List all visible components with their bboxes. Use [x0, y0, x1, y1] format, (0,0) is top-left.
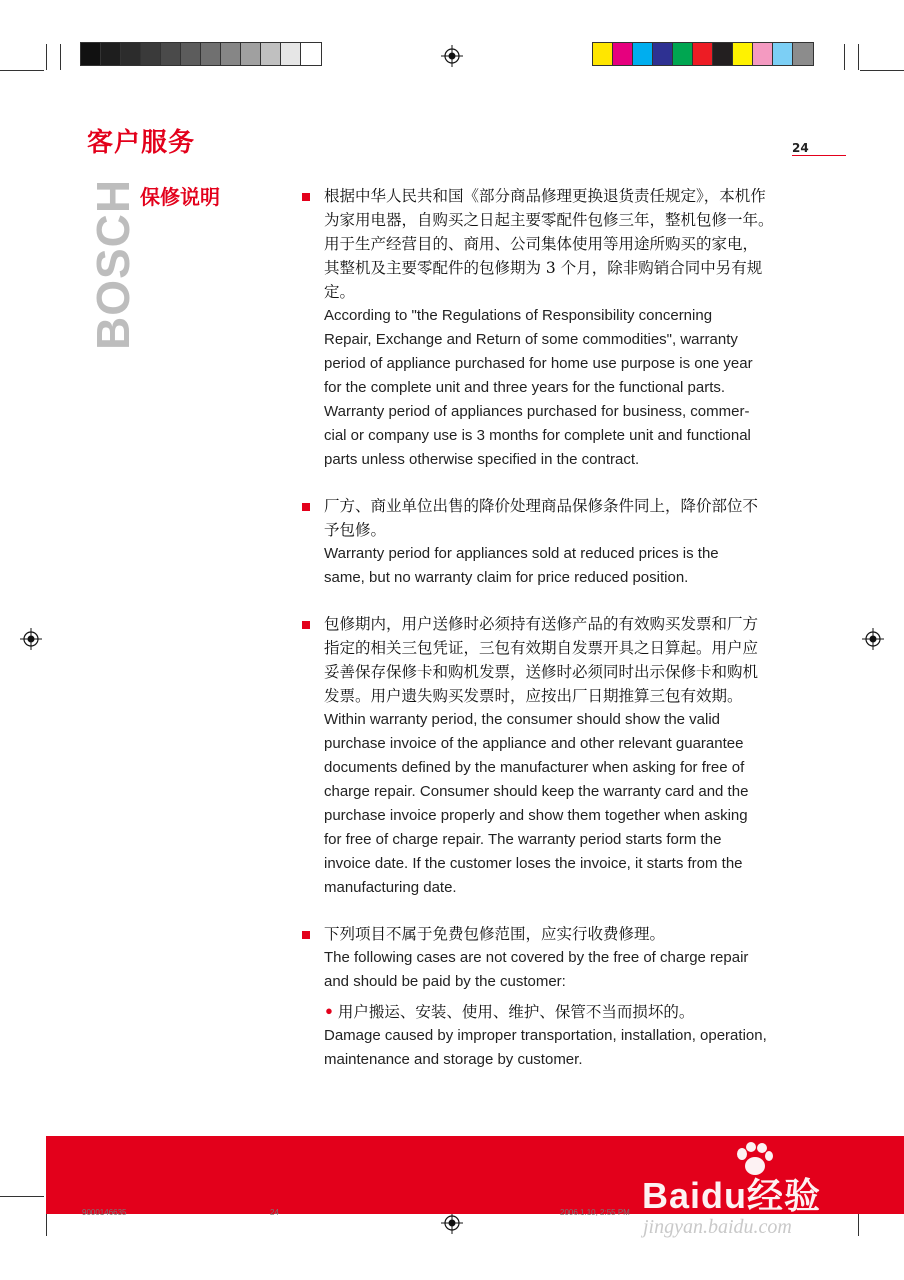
color-swatch: [693, 43, 713, 65]
bullet-square-icon: [302, 193, 310, 201]
sub-item-text-zh: [324, 1000, 790, 1024]
bosch-logo: BOSCH: [87, 178, 139, 350]
item-text-en: Within warranty period, the consumer should show the valid purchase invoice of the appliance and other relevant guarantee documents defined by the manufacturer when asking for free of charge repair. Consumer should keep the warranty card and the purchase invoice properly and show them together when asking for free of charge repair. The warranty period starts form the invoice date. If the customer loses the invoice, it starts from the manufacturing date.: [324, 711, 749, 896]
color-swatch: [653, 43, 673, 65]
color-swatch: [241, 43, 261, 65]
bullet-square-icon: [302, 621, 310, 629]
footer-page: 24: [270, 1208, 279, 1217]
subtitle: 保修说明: [140, 185, 220, 209]
item-text-zh: 下列项目不属于免费包修范围，应实行收费修理。: [324, 925, 666, 943]
color-swatch: [593, 43, 613, 65]
color-swatch: [713, 43, 733, 65]
warranty-item: [300, 184, 790, 472]
sub-item-text-en: Damage caused by improper transportation, installation, operation, maintenance and storage by customer.: [324, 1027, 767, 1068]
color-swatch: [161, 43, 181, 65]
color-swatch: [301, 43, 321, 65]
page-number-rule: [792, 155, 846, 156]
paw-icon: [734, 1142, 774, 1176]
color-swatch: [101, 43, 121, 65]
crop-mark: [0, 1196, 44, 1197]
color-swatch: [181, 43, 201, 65]
baidu-watermark: [642, 1168, 821, 1219]
grayscale-color-bar: [80, 42, 322, 66]
item-text-en: The following cases are not covered by the free of charge repair and should be paid by the customer:: [324, 949, 749, 990]
color-swatch: [281, 43, 301, 65]
color-swatch: [81, 43, 101, 65]
registration-mark-icon: [441, 45, 463, 67]
item-text-zh: 包修期内，用户送修时必须持有送修产品的有效购买发票和厂方 指定的相关三包凭证，三包有效期自发票开具之日算起。用户应 妥善保存保修卡和购机发票，送修时必须同时出示保修卡和购机 发票。用户遗失购买发票时，应按出厂日期推算三包有效期。: [324, 615, 759, 705]
page-number: 24: [792, 141, 809, 155]
color-swatch: [673, 43, 693, 65]
color-swatch: [793, 43, 813, 65]
color-swatch: [633, 43, 653, 65]
doc-code: 9000146635: [82, 1208, 127, 1217]
section-title: 客户服务: [87, 128, 196, 158]
warranty-item: [300, 612, 790, 900]
registration-mark-icon: [441, 1212, 463, 1234]
item-text-zh: 根据中华人民共和国《部分商品修理更换退货责任规定》，本机作 为家用电器，自购买之日起主要零配件包修三年，整机包修一年。 用于生产经营目的、商用、公司集体使用等用途所购买的家电， 其整机及主要零配件的包修期为 3 个月，除非购销合同中另有规 定。: [324, 187, 774, 301]
bullet-dot-icon: •: [324, 1002, 334, 1021]
color-swatch: [261, 43, 281, 65]
bullet-square-icon: [302, 503, 310, 511]
crop-mark: [46, 44, 47, 70]
registration-mark-icon: [862, 628, 884, 650]
item-text-en: Warranty period for appliances sold at reduced prices is the same, but no warranty claim for price reduced position.: [324, 545, 719, 586]
color-swatch: [121, 43, 141, 65]
crop-mark: [844, 44, 845, 70]
item-text-en: According to "the Regulations of Responsibility concerning Repair, Exchange and Return of some commodities", warranty period of appliance purchased for home use purpose is one year for the complete unit and three years for the functional parts. Warranty period of appliances purchased for business, commer- cial or company use is 3 months for complete unit and functional parts unless otherwise specified in the contract.: [324, 307, 753, 468]
item-text-zh: 厂方、商业单位出售的降价处理商品保修条件同上，降价部位不 予包修。: [324, 497, 759, 539]
watermark-text: Baidu经验: [642, 1175, 822, 1216]
print-timestamp: 2006.1.10, 2:55 PM: [560, 1208, 630, 1217]
color-swatch: [753, 43, 773, 65]
bullet-square-icon: [302, 931, 310, 939]
warranty-content: [300, 184, 790, 1094]
watermark-url: jingyan.baidu.com: [643, 1216, 792, 1238]
process-color-bar: [592, 42, 814, 66]
color-swatch: [613, 43, 633, 65]
crop-mark: [860, 70, 904, 71]
warranty-item: [300, 494, 790, 590]
color-swatch: [201, 43, 221, 65]
crop-mark: [858, 44, 859, 70]
crop-mark: [60, 44, 61, 70]
color-swatch: [221, 43, 241, 65]
color-swatch: [773, 43, 793, 65]
registration-mark-icon: [20, 628, 42, 650]
color-swatch: [733, 43, 753, 65]
crop-mark: [0, 70, 44, 71]
warranty-item: [300, 922, 790, 1072]
color-swatch: [141, 43, 161, 65]
sub-item-label: 用户搬运、安装、使用、维护、保管不当而损坏的。: [337, 1003, 695, 1021]
